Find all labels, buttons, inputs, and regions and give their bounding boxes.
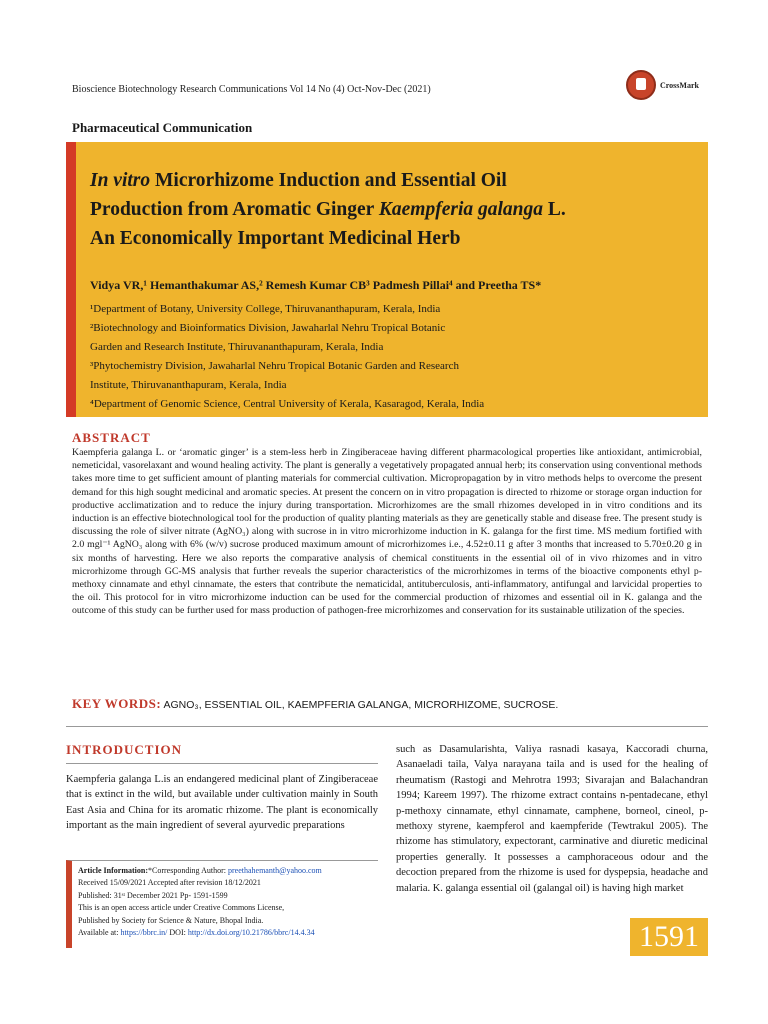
affiliation-line: Garden and Research Institute, Thiruvananthapuram, Kerala, India [90,341,384,353]
affiliation-line: Institute, Thiruvananthapuram, Kerala, India [90,379,287,391]
introduction-right-column: such as Dasamularishta, Valiya rasnadi kasaya, Kaccoradi churna, Asanaeladi taila, Valya narayana taila and is used for the healing of rheumatism (Rastogi and Mehrotra 1993; Sivarajan and Balachandran 1994; Kareem 1997). The rhizome extract contains n-pentadecane, ethyl p-methoxy cinnamate, ethyl cinnamate, camphene, borneol, cineol, p-methoxy styrene, kaempferol and kaempferide (Tewtrakul 2005). The rhizome has stimulatory, expectorant, carminative and diuretic medicinal properties generally. It possesses a camphoraceous odour and the decoction prepared from the rhizome is used for dyspepsia, headache and malaria. K. galanga essential oil (galangal oil) is having high market [396,744,708,894]
affiliation-line: ³Phytochemistry Division, Jawaharlal Nehru Tropical Botanic Garden and Research [90,360,459,372]
article-info-label: Article Information: [78,866,148,875]
license-text: This is an open access article under Creative Commons License, [78,903,285,913]
affiliations [90,300,690,414]
article-info-box [66,860,378,948]
keywords [72,696,558,712]
title-italic-1: In vitro [90,170,151,191]
keywords-label: KEY WORDS: [72,696,162,711]
title-part-3: L. [543,199,566,220]
crossmark-icon [626,70,656,100]
doi-label: DOI: [167,928,188,938]
page-number: 1591 [630,918,708,956]
corresponding-label: *Corresponding Author: [147,866,228,875]
title-part-1: Microrhizome Induction and Essential Oil [150,170,507,191]
publisher-text: Published by Society for Science & Nature, Bhopal India. [78,915,264,925]
abstract-heading: ABSTRACT [72,430,151,445]
author-email-link[interactable]: preethahemanth@yahoo.com [227,866,322,875]
keywords-text: AGNO₃, ESSENTIAL OIL, KAEMPFERIA GALANGA, MICRORHIZOME, SUCROSE. [163,699,559,711]
abstract-text: Kaempferia galanga L. or ‘aromatic ginger’ is a stem-less herb in Zingiberaceae having different pharmacological properties like antioxidant, antimicrobial, nemeticidal, vasorelaxant and wound healing activity. The plant is generally a vegetatively propagated annual herb; its conservation using conventional methods takes more time to get sufficient amount of planting materials for commercial cultivation. Micropropagation by in vitro methods helps to overcome the present demand for this high sought medicinal and aromatic species. At present the concern on in vitro propagation is directed to rhizome or storage organ induction for productive acclimatization and to reduce the injury during transportation. Microrhizomes are the small rhizomes developed in in vitro conditions and its induction is an effective biotechnological tool for the production of quality planting materials as they are genetically stable and disease free. The present study is discussing the role of silver nitrate (AgNO₃) along with sucrose in in vitro microrhizome induction in K. galanga for the first time. MS medium fortified with 2.0 mgl⁻¹ AgNO₃ along with 6% (w/v) sucrose produced maximum amount of microrhizomes i.e., 4.52±0.11 g after 3 months that increased to 5.70±0.20 g in six months of harvesting. Here we also reports the comparative analysis of chemical constituents in the essential oil of in vivo rhizomes and in vitro microrhizome through GC-MS analysis that further reveals the superior characteristics of the microrhizomes in terms of the bioactive components ethyl p-methoxy cinnamate and ethyl cinnamate, the esters that contribute the nematicidal, antituberculosis, anti-inflammatory, antifungal and larvicidal properties to the oil. This protocol for in vitro microrhizome induction can be used for the commercial production of rhizomes and essential oil in K. galanga and the outcome of this study can be further used for mass production of pathogen-free microrhizomes and conservation for its sustainable utilization of the species. [72,447,702,617]
crossmark-label: CrossMark [660,80,699,90]
journal-citation: Bioscience Biotechnology Research Communications Vol 14 No (4) Oct-Nov-Dec (2021) [72,84,431,95]
availability-line [78,927,378,939]
doi-link[interactable]: http://dx.doi.org/10.21786/bbrc/14.4.34 [187,928,315,938]
crossmark-badge[interactable] [626,70,699,100]
article-info-line [78,865,378,877]
section-type: Pharmaceutical Communication [72,120,253,135]
introduction-heading: INTRODUCTION [66,742,183,757]
introduction-left-column: Kaempferia galanga L.is an endangered medicinal plant of Zingiberaceae that is extinct in the wild, but available under cultivation mainly in South East Asia and China for its aromatic rhizome. The plant is economically important as the main ingredient of several ayurvedic preparations [66,774,378,832]
journal-url-link[interactable]: https://bbrc.in/ [120,928,168,938]
title-accent-bar [66,142,76,417]
section-divider [66,726,708,727]
affiliation-line: ¹Department of Botany, University College, Thiruvananthapuram, Kerala, India [90,303,441,315]
available-label: Available at: [78,928,121,938]
published-date: Published: 31ˢᵗ December 2021 Pp- 1591-1599 [78,890,228,900]
affiliation-line: ²Biotechnology and Bioinformatics Division, Jawaharlal Nehru Tropical Botanic [90,322,446,334]
title-part-2: Production from Aromatic Ginger [90,199,379,220]
affiliation-line: ⁴Department of Genomic Science, Central University of Kerala, Kasaragod, Kerala, India [90,398,485,410]
introduction-divider [66,763,378,764]
title-italic-2: Kaempferia galanga [378,199,543,220]
paper-title [90,166,690,253]
title-block [66,142,708,417]
author-list: Vidya VR,¹ Hemanthakumar AS,² Remesh Kumar CB³ Padmesh Pillai⁴ and Preetha TS* [90,278,542,292]
title-part-4: An Economically Important Medicinal Herb [90,228,461,249]
received-dates: Received 15/09/2021 Accepted after revision 18/12/2021 [78,878,261,888]
